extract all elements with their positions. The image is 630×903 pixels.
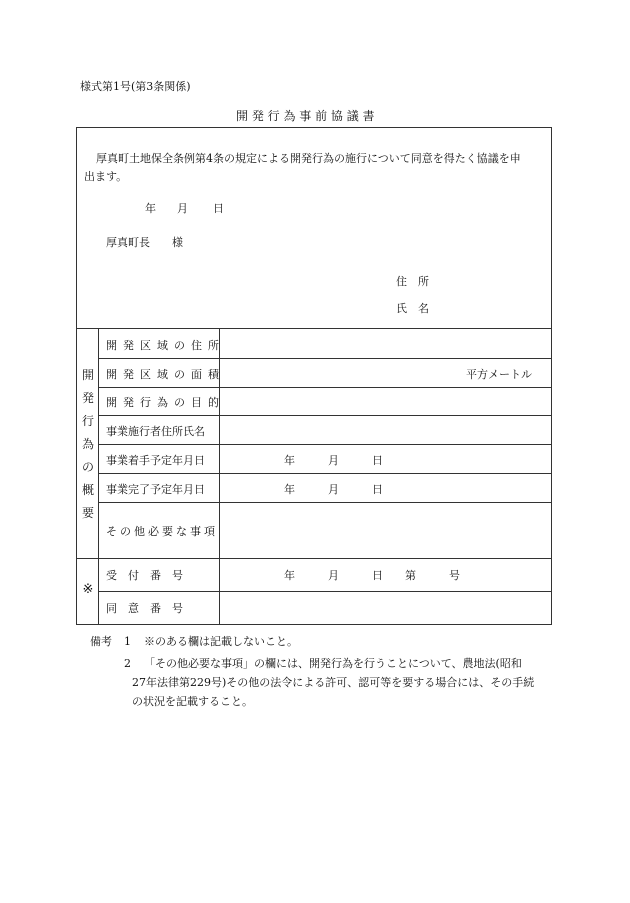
row-line: [98, 502, 552, 503]
row-line: [98, 358, 552, 359]
side-char: 行: [81, 414, 94, 428]
receipt-number-label: 受 付 番 号: [106, 569, 183, 582]
remark-1-text: ※のある欄は記載しないこと。: [144, 635, 298, 648]
row-label-operator: 事業施行者住所氏名: [106, 425, 205, 438]
remark-2-line1: 「その他必要な事項」の欄には、開発行為を行うことについて、農地法(昭和: [144, 657, 522, 670]
start-date-value: 年 月 日: [284, 454, 383, 467]
row-line: [98, 387, 552, 388]
date-month-label: 月: [177, 202, 188, 215]
side-char: 要: [81, 506, 94, 520]
document-title: 開 発 行 為 事 前 協 議 書: [236, 109, 375, 123]
row-label-start-date: 事業着手予定年月日: [106, 454, 205, 467]
applicant-address-label: 住 所: [396, 275, 429, 288]
row-line: [98, 415, 552, 416]
row-line: [98, 591, 552, 592]
remark-1-number: 1: [124, 635, 131, 648]
end-date-value: 年 月 日: [284, 483, 383, 496]
office-use-mark: ※: [82, 582, 94, 597]
addressee: 厚真町長 様: [106, 236, 183, 249]
receipt-number-value: 年 月 日 第 号: [284, 569, 460, 582]
remark-2-line3: の状況を記載すること。: [132, 695, 253, 708]
remark-2-line2: 27年法律第229号)その他の法令による許可、認可等を要する場合には、その手続: [132, 676, 535, 689]
consent-number-label: 同 意 番 号: [106, 602, 183, 615]
side-char: 概: [81, 483, 94, 497]
row-label-dev-purpose: 開発行為の目的: [106, 396, 225, 409]
side-char: の: [81, 460, 94, 474]
row-label-end-date: 事業完了予定年月日: [106, 483, 205, 496]
side-char: 為: [81, 437, 94, 451]
section-divider: [76, 328, 552, 329]
request-text-line2: 出ます。: [84, 170, 128, 183]
date-day-label: 日: [213, 202, 224, 215]
date-year-label: 年: [145, 202, 156, 215]
remarks-heading: 備考: [90, 635, 112, 648]
section-divider: [76, 558, 552, 559]
form-number: 様式第1号(第3条関係): [80, 80, 191, 93]
row-label-other: その他必要な事項: [106, 525, 218, 538]
area-unit: 平方メートル: [466, 368, 532, 381]
row-line: [98, 444, 552, 445]
row-label-dev-address: 開発区域の住所: [106, 339, 225, 352]
row-line: [98, 473, 552, 474]
side-char: 開: [81, 368, 94, 382]
side-char: 発: [81, 391, 94, 405]
remark-2-number: 2: [124, 657, 131, 670]
applicant-name-label: 氏 名: [396, 302, 429, 315]
request-text-line1: 厚真町土地保全条例第4条の規定による開発行為の施行について同意を得たく協議を申: [96, 152, 521, 165]
row-label-dev-area: 開発区域の面積: [106, 368, 225, 381]
